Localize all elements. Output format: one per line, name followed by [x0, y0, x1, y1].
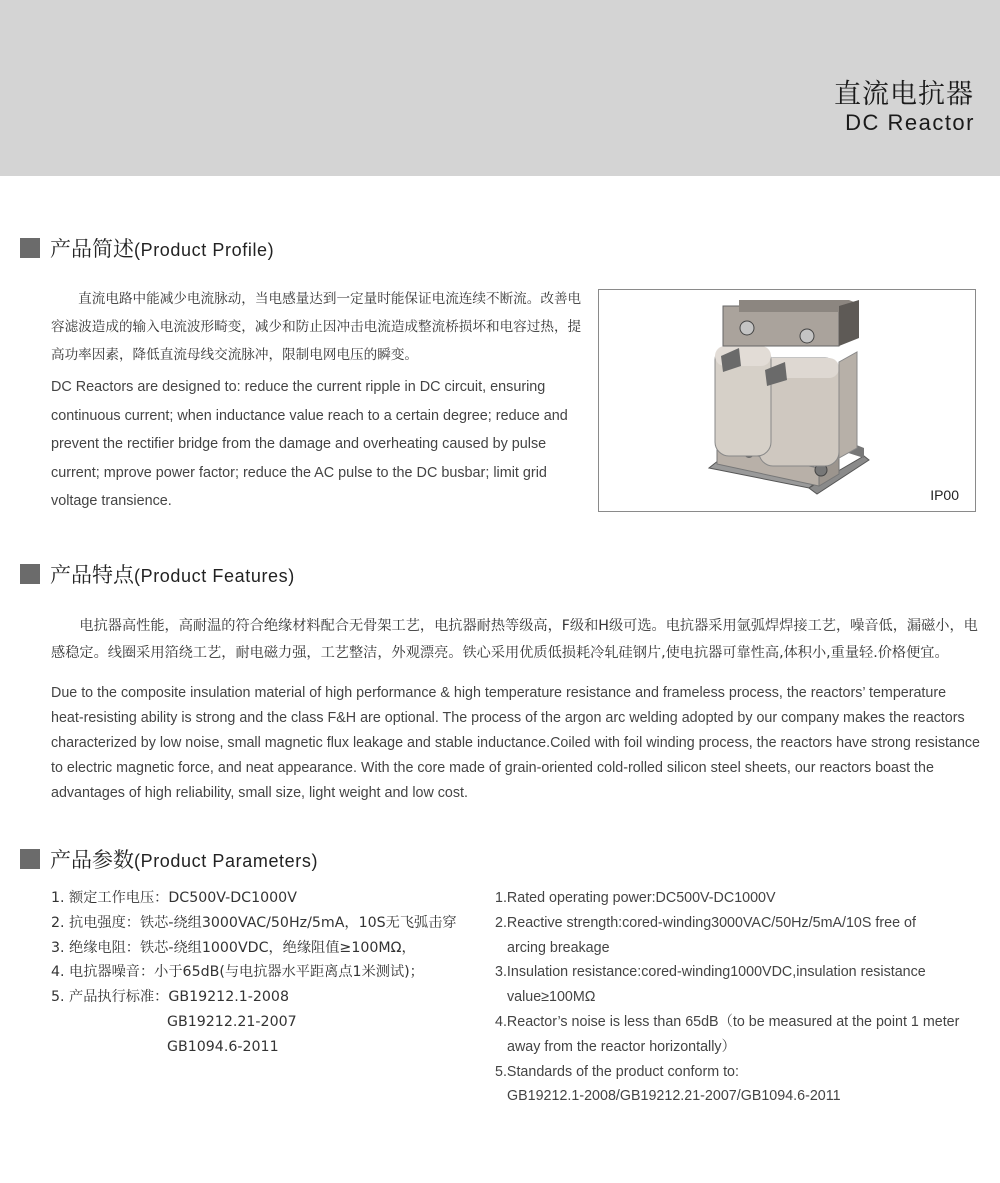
section-title — [50, 844, 318, 874]
page-title-cn: 直流电抗器 — [834, 79, 974, 110]
square-bullet-icon — [20, 849, 40, 869]
section-title-en: (Product Features) — [134, 566, 295, 586]
square-bullet-icon — [20, 564, 40, 584]
standard-item: GB1094.6-2011 — [167, 1038, 279, 1055]
parameter-item-continuation: GB19212.1-2008/GB19212.21-2007/GB1094.6-2011 — [507, 1088, 841, 1105]
square-bullet-icon — [20, 238, 40, 258]
parameter-item: 5.Standards of the product conform to: — [495, 1063, 739, 1080]
dc-reactor-image — [699, 298, 879, 498]
parameter-item-continuation: away from the reactor horizontally） — [507, 1038, 736, 1055]
product-caption: IP00 — [930, 487, 959, 503]
header-banner — [0, 0, 1000, 176]
parameter-item-continuation: arcing breakage — [507, 939, 610, 956]
profile-text-cn: 直流电路中能减少电流脉动，当电感量达到一定量时能保证电流连续不断流。改善电容滤波造成的输入电流波形畸变，减少和防止因冲击电流造成整流桥损坏和电容过热，提高功率因素，降低直流母线交流脉冲，限制电网电压的瞬变。 — [51, 291, 582, 363]
profile-text-en: DC Reactors are designed to: reduce the current ripple in DC circuit, ensuring continuous current; when inductance value reach to a certain degree; reduce and prevent the rectifier bridge from the damage and overheating caused by pulse current; mprove power factor; reduce the AC pulse to the DC busbar; limit grid voltage transience. — [51, 379, 568, 509]
section-heading-features — [20, 561, 295, 587]
parameter-item: 4. 电抗器噪音：小于65dB(与电抗器水平距离点1米测试)； — [51, 964, 424, 981]
section-title-cn: 产品简述 — [50, 237, 134, 261]
section-title-en: (Product Profile) — [134, 240, 275, 260]
section-heading-profile — [20, 235, 274, 261]
features-text-en: Due to the composite insulation material of high performance & high temperature resistance and frameless process, the reactors’ temperature heat-resisting ability is strong and the class F&H are optional. The process of the argon arc welding adopted by our company makes the reactors characterized by low noise, small magnetic flux leakage and stable inductance.Coiled with foil winding process, the reactors have strong resistance to electric magnetic force, and neat appearance. With the core made of grain-oriented cold-rolled silicon steel sheets, our reactors boast the advantages of high reliability, small size, light weight and low cost. — [51, 685, 980, 801]
parameter-item: 1. 额定工作电压：DC500V-DC1000V — [51, 890, 297, 906]
section-title-en: (Product Parameters) — [134, 851, 319, 871]
parameter-item: 3. 绝缘电阻：铁芯-绕组1000VDC，绝缘阻值≥100MΩ， — [51, 939, 416, 956]
section-title — [50, 233, 274, 263]
parameter-item: 5. 产品执行标准：GB19212.1-2008 — [51, 989, 289, 1006]
page-title-en: DC Reactor — [845, 110, 975, 135]
parameter-item: 2. 抗电强度：铁芯-绕组3000VAC/50Hz/5mA，10S无飞弧击穿 — [51, 914, 457, 931]
product-image-frame — [598, 289, 976, 512]
section-title-cn: 产品特点 — [50, 563, 134, 587]
features-text-cn: 电抗器高性能，高耐温的符合绝缘材料配合无骨架工艺，电抗器耐热等级高，F级和H级可选。电抗器采用氩弧焊焊接工艺，噪音低，漏磁小，电感稳定。线圈采用箔绕工艺，耐电磁力强，工艺整洁，外观漂亮。铁心采用优质低损耗冷轧硅钢片,使电抗器可靠性高,体积小,重量轻.价格便宜。 — [51, 618, 978, 661]
parameter-item: 2.Reactive strength:cored-winding3000VAC/50Hz/5mA/10S free of — [495, 914, 916, 931]
parameters-list-cn — [51, 886, 481, 1060]
parameter-item: 1.Rated operating power:DC500V-DC1000V — [495, 890, 776, 906]
parameter-item: 4.Reactor’s noise is less than 65dB（to be measured at the point 1 meter — [495, 1013, 960, 1030]
standard-item: GB19212.21-2007 — [167, 1013, 297, 1030]
section-title-cn: 产品参数 — [50, 848, 134, 872]
section-heading-parameters — [20, 846, 318, 872]
parameter-item: 3.Insulation resistance:cored-winding1000VDC,insulation resistance — [495, 964, 926, 981]
section-title — [50, 559, 295, 589]
parameter-item-continuation: value≥100MΩ — [507, 989, 596, 1006]
parameters-list-en — [495, 886, 985, 1109]
